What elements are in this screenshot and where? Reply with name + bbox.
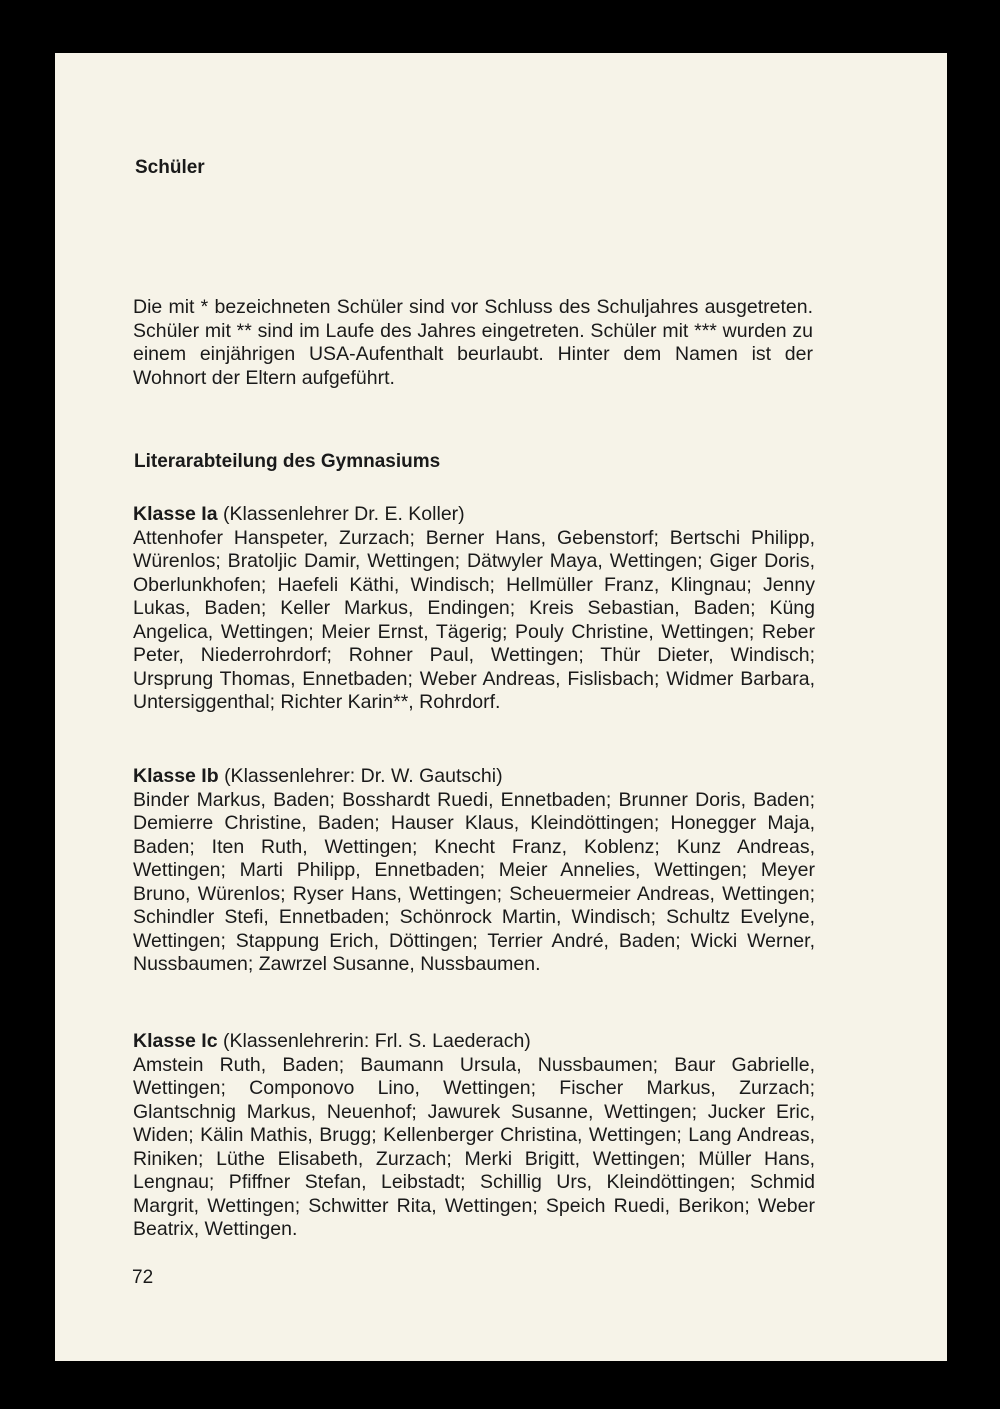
section-title: Schüler [135, 157, 205, 178]
class-students: Amstein Ruth, Baden; Baumann Ursula, Nussbaumen; Baur Gabrielle, Wettingen; Componovo Lino, Wettingen; Fischer Markus, Zurzach; Glantschnig Markus, Neuenhof; Jawurek Susanne, Wettingen; Jucker Eric, Widen; Kälin Mathis, Brugg; Kellenberger Christina, Wettingen; Lang Andreas, Riniken; Lüthe Elisabeth, Zurzach; Merki Brigitt, Wettingen; Müller Hans, Lengnau; Pfiffner Stefan, Leibstadt; Schillig Urs, Kleindöttingen; Schmid Margrit, Wettingen; Schwitter Rita, Wettingen; Speich Ruedi, Berikon; Weber Beatrix, Wettingen. [133, 1053, 815, 1240]
class-name: Klasse Ia [133, 503, 218, 525]
class-title [133, 1030, 815, 1054]
class-teacher: (Klassenlehrerin: Frl. S. Laederach) [222, 1030, 531, 1052]
class-teacher: (Klassenlehrer Dr. E. Koller) [222, 503, 465, 525]
class-name: Klasse Ic [133, 1030, 218, 1052]
class-block-ib [133, 765, 815, 977]
class-block-ic [133, 1030, 815, 1242]
class-title [133, 503, 815, 527]
subsection-title: Literarabteilung des Gymnasiums [134, 451, 441, 472]
class-name: Klasse Ib [133, 765, 219, 787]
class-teacher: (Klassenlehrer: Dr. W. Gautschi) [224, 765, 503, 787]
document-page [55, 53, 947, 1361]
class-title [133, 765, 815, 789]
page-number: 72 [132, 1267, 154, 1288]
intro-paragraph: Die mit * bezeichneten Schüler sind vor Schluss des Schuljahres ausgetreten. Schüler mit ** sind im Laufe des Jahres eingetreten. Schüler mit *** wurden zu einem einjährigen USA-Aufenthalt beurlaubt. Hinter dem Namen ist der Wohnort der Eltern aufgeführt. [133, 296, 813, 389]
class-students: Attenhofer Hanspeter, Zurzach; Berner Hans, Gebenstorf; Bertschi Philipp, Würenlos; Bratoljic Damir, Wettingen; Dätwyler Maya, Wettingen; Giger Doris, Oberlunkhofen; Haefeli Käthi, Windisch; Hellmüller Franz, Klingnau; Jenny Lukas, Baden; Keller Markus, Endingen; Kreis Sebastian, Baden; Küng Angelica, Wettingen; Meier Ernst, Tägerig; Pouly Christine, Wettingen; Reber Peter, Niederrohrdorf; Rohner Paul, Wettingen; Thür Dieter, Windisch; Ursprung Thomas, Ennetbaden; Weber Andreas, Fislisbach; Widmer Barbara, Untersiggenthal; Richter Karin**, Rohrdorf. [133, 526, 815, 713]
class-students: Binder Markus, Baden; Bosshardt Ruedi, Ennetbaden; Brunner Doris, Baden; Demierre Christine, Baden; Hauser Klaus, Kleindöttingen; Honegger Maja, Baden; Iten Ruth, Wettingen; Knecht Franz, Koblenz; Kunz Andreas, Wettingen; Marti Philipp, Ennetbaden; Meier Annelies, Wettingen; Meyer Bruno, Würenlos; Ryser Hans, Wettingen; Scheuermeier Andreas, Wettingen; Schindler Stefi, Ennetbaden; Schönrock Martin, Windisch; Schultz Evelyne, Wettingen; Stappung Erich, Döttingen; Terrier André, Baden; Wicki Werner, Nussbaumen; Zawrzel Susanne, Nussbaumen. [133, 788, 815, 975]
class-block-ia [133, 503, 815, 715]
